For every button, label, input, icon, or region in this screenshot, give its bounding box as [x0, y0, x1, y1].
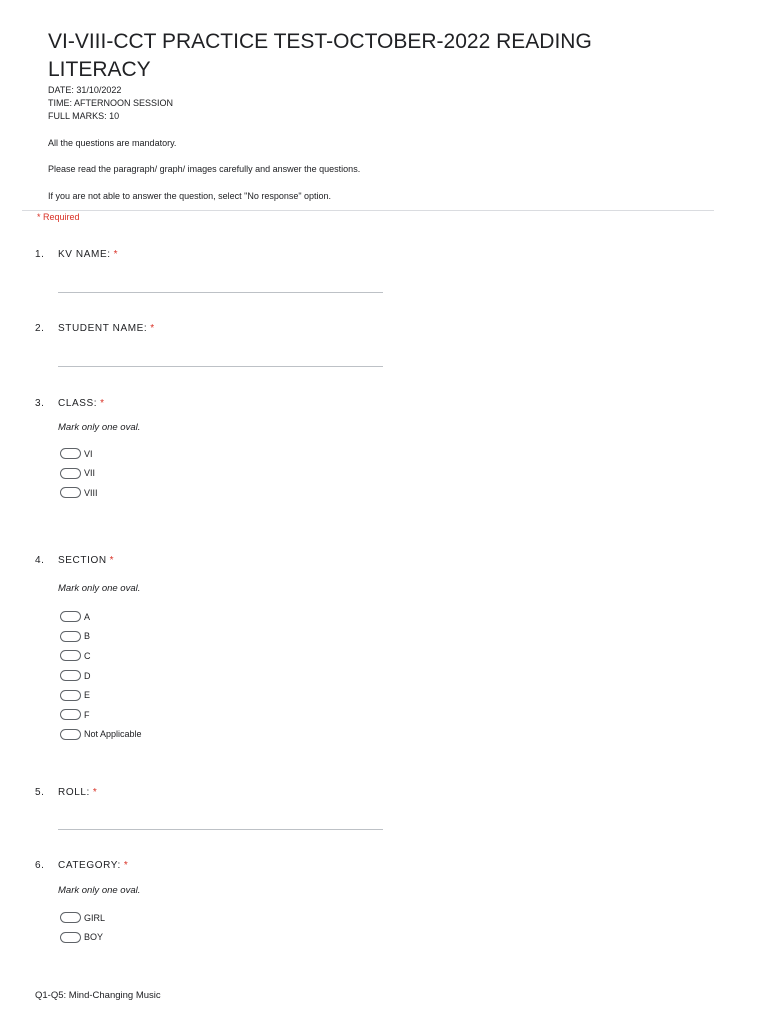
option-vi[interactable]: VI [60, 444, 98, 464]
radio-oval[interactable] [60, 611, 81, 622]
radio-oval[interactable] [60, 670, 81, 681]
radio-oval[interactable] [60, 709, 81, 720]
question-hint: Mark only one oval. [58, 422, 141, 433]
meta-time: TIME: AFTERNOON SESSION [48, 98, 174, 108]
radio-oval[interactable] [60, 690, 81, 701]
required-star: * [109, 555, 115, 566]
form-meta [48, 84, 173, 123]
student-name-input[interactable] [58, 366, 383, 367]
required-star: * [123, 860, 129, 871]
radio-oval[interactable] [60, 448, 81, 459]
option-e[interactable]: E [60, 685, 142, 705]
option-boy[interactable]: BOY [60, 928, 105, 948]
question-number: 4. [35, 555, 45, 566]
required-star: * [92, 787, 98, 798]
question-number: 5. [35, 787, 45, 798]
question-label: SECTION [58, 555, 107, 566]
question-number: 1. [35, 249, 45, 260]
radio-oval[interactable] [60, 650, 81, 661]
required-note: * Required [37, 212, 80, 222]
section-options [60, 607, 142, 744]
instruction-no-response: If you are not able to answer the question, select "No response" option. [48, 191, 332, 201]
option-d[interactable]: D [60, 666, 142, 686]
question-roll [35, 787, 695, 798]
question-kv-name [35, 249, 695, 260]
instruction-mandatory: All the questions are mandatory. [48, 138, 177, 148]
question-label: KV NAME: [58, 249, 111, 260]
required-star: * [100, 398, 105, 409]
question-student-name [35, 323, 695, 334]
meta-date: DATE: 31/10/2022 [48, 85, 122, 95]
question-label: ROLL: [58, 787, 90, 798]
radio-oval[interactable] [60, 932, 81, 943]
roll-input[interactable] [58, 829, 383, 830]
question-category [35, 860, 695, 943]
option-a[interactable]: A [60, 607, 142, 627]
header-divider [22, 210, 714, 211]
section-title: Q1-Q5: Mind-Changing Music [35, 990, 161, 1001]
required-star: * [150, 323, 155, 334]
option-b[interactable]: B [60, 627, 142, 647]
form-title: VI-VIII-CCT PRACTICE TEST-OCTOBER-2022 READING LITERACY [48, 30, 592, 81]
required-star: * [113, 249, 119, 260]
question-hint: Mark only one oval. [58, 885, 141, 896]
radio-oval[interactable] [60, 631, 81, 642]
option-not-applicable[interactable]: Not Applicable [60, 725, 142, 745]
question-number: 2. [35, 323, 45, 334]
question-class [35, 398, 695, 498]
kv-name-input[interactable] [58, 292, 383, 293]
option-viii[interactable]: VIII [60, 483, 98, 503]
radio-oval[interactable] [60, 487, 81, 498]
radio-oval[interactable] [60, 468, 81, 479]
radio-oval[interactable] [60, 729, 81, 740]
question-label: CLASS: [58, 398, 98, 409]
question-section [35, 555, 695, 740]
option-f[interactable]: F [60, 705, 142, 725]
option-c[interactable]: C [60, 646, 142, 666]
question-label: CATEGORY: [58, 860, 121, 871]
question-label: STUDENT NAME: [58, 323, 148, 334]
option-girl[interactable]: GIRL [60, 908, 105, 928]
radio-oval[interactable] [60, 912, 81, 923]
meta-full-marks: FULL MARKS: 10 [48, 111, 120, 121]
question-hint: Mark only one oval. [58, 583, 141, 594]
category-options [60, 908, 105, 947]
class-options [60, 444, 98, 503]
instruction-read-carefully: Please read the paragraph/ graph/ images carefully and answer the questions. [48, 164, 361, 174]
option-vii[interactable]: VII [60, 464, 98, 484]
question-number: 6. [35, 860, 45, 871]
question-number: 3. [35, 398, 45, 409]
